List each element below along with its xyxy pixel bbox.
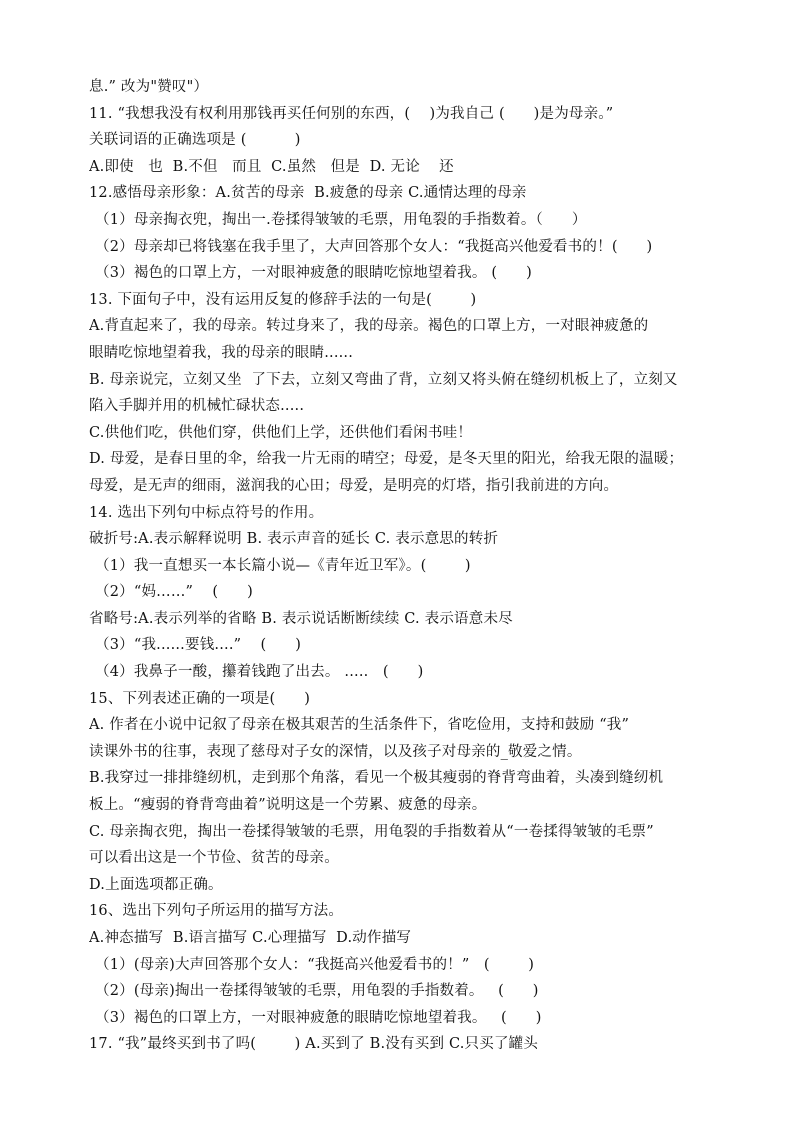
- options-line: A.神态描写 B.语言描写 C.心理描写 D.动作描写: [89, 930, 412, 946]
- sub-item: （4）我鼻子一酸，攥着钱跑了出去。 ..... ( ): [95, 664, 424, 681]
- option-a: A. 作者在小说中记叙了母亲在极其艰苦的生活条件下，省吃俭用，支持和鼓励 “我”: [89, 717, 630, 734]
- option-d: D. 母爱，是春日里的伞，给我一片无雨的晴空；母爱，是冬天里的阳光，给我无限的温暖；: [89, 451, 684, 468]
- question-14: 14. 选出下列句中标点符号的作用。: [89, 504, 324, 521]
- question-16: 16、选出下列句子所运用的描写方法。: [89, 903, 344, 920]
- text-line: 读课外书的往事，表现了慈母对子女的深情，以及孩子对母亲的_敬爱之情。: [89, 743, 582, 760]
- option-d: D.上面选项都正确。: [89, 876, 223, 893]
- option-b: B. 母亲说完，立刻又坐 了下去，立刻又弯曲了背，立刻又将头俯在缝纫机板上了，立刻又: [89, 371, 678, 388]
- question-17: 17. “我”最终买到书了吗( ) A.买到了 B.没有买到 C.只买了罐头: [89, 1036, 539, 1053]
- question-13: 13. 下面句子中，没有运用反复的修辞手法的一句是( ): [89, 291, 477, 308]
- text-line: 板上。“瘦弱的脊背弯曲着”说明这是一个劳累、疲惫的母亲。: [89, 797, 487, 814]
- text-line: 息.” 改为"赞叹"）: [89, 79, 209, 95]
- options-line: A.即使 也 B.不但 而且 C.虽然 但是 D. 无论 还: [89, 158, 454, 175]
- option-a: A.背直起来了，我的母亲。转过身来了，我的母亲。褐色的口罩上方，一对眼神疲惫的: [89, 318, 649, 335]
- sub-item: （2）“妈……” ( ): [95, 584, 253, 601]
- option-b: B.我穿过一排排缝纫机，走到那个角落，看见一个极其瘦弱的脊背弯曲着，头凑到缝纫机: [89, 770, 664, 787]
- question-15: 15、下列表述正确的一项是( ): [89, 690, 311, 707]
- sub-item: （1）(母亲)大声回答那个女人：“我挺高兴他爱看书的！” ( ): [95, 956, 535, 973]
- sub-item: （3）褐色的口罩上方，一对眼神疲惫的眼睛吃惊地望着我。 ( ): [95, 265, 533, 282]
- sub-item: （1）我一直想买一本长篇小说—《青年近卫军》。( ): [95, 557, 471, 574]
- sub-item: （2）母亲却已将钱塞在我手里了，大声回答那个女人：“我挺高兴他爱看书的！( ): [95, 238, 653, 255]
- option-c: C.供他们吃，供他们穿，供他们上学，还供他们看闲书哇！: [89, 424, 473, 441]
- sub-item: （3）“我......要钱....” ( ): [95, 637, 302, 654]
- options-line: 省略号:A.表示列举的省略 B. 表示说话断断续续 C. 表示语意未尽: [89, 610, 513, 627]
- sub-item: （3）褐色的口罩上方，一对眼神疲惫的眼睛吃惊地望着我。 ( ): [95, 1009, 542, 1026]
- text-line: 眼睛吃惊地望着我，我的母亲的眼睛......: [89, 344, 354, 361]
- sub-item: （1）母亲掏衣兜，掏出一.卷揉得皱皱的毛票，用龟裂的手指数着。（ ）: [95, 211, 587, 228]
- options-line: 破折号:A.表示解释说明 B. 表示声音的延长 C. 表示意思的转折: [89, 531, 499, 548]
- text-line: 陷入手脚并用的机械忙碌状态.....: [89, 398, 305, 415]
- text-line: 关联词语的正确选项是 ( ): [89, 132, 301, 149]
- text-line: 母爱，是无声的细雨，滋润我的心田；母爱，是明亮的灯塔，指引我前进的方向。: [89, 477, 619, 494]
- question-12: 12.感悟母亲形象：A.贫苦的母亲 B.疲惫的母亲 C.通情达理的母亲: [89, 185, 527, 202]
- option-c: C. 母亲掏衣兜，掏出一卷揉得皱皱的毛票，用龟裂的手指数着从“一卷揉得皱皱的毛票”: [89, 823, 654, 840]
- sub-item: （2）(母亲)掏出一卷揉得皱皱的毛票，用龟裂的手指数着。 ( ): [95, 983, 539, 1000]
- question-11: 11. “我想我没有权利用那钱再买任何别的东西，( )为我自己 ( )是为母亲。”: [89, 105, 614, 122]
- text-line: 可以看出这是一个节俭、贫苦的母亲。: [89, 850, 339, 867]
